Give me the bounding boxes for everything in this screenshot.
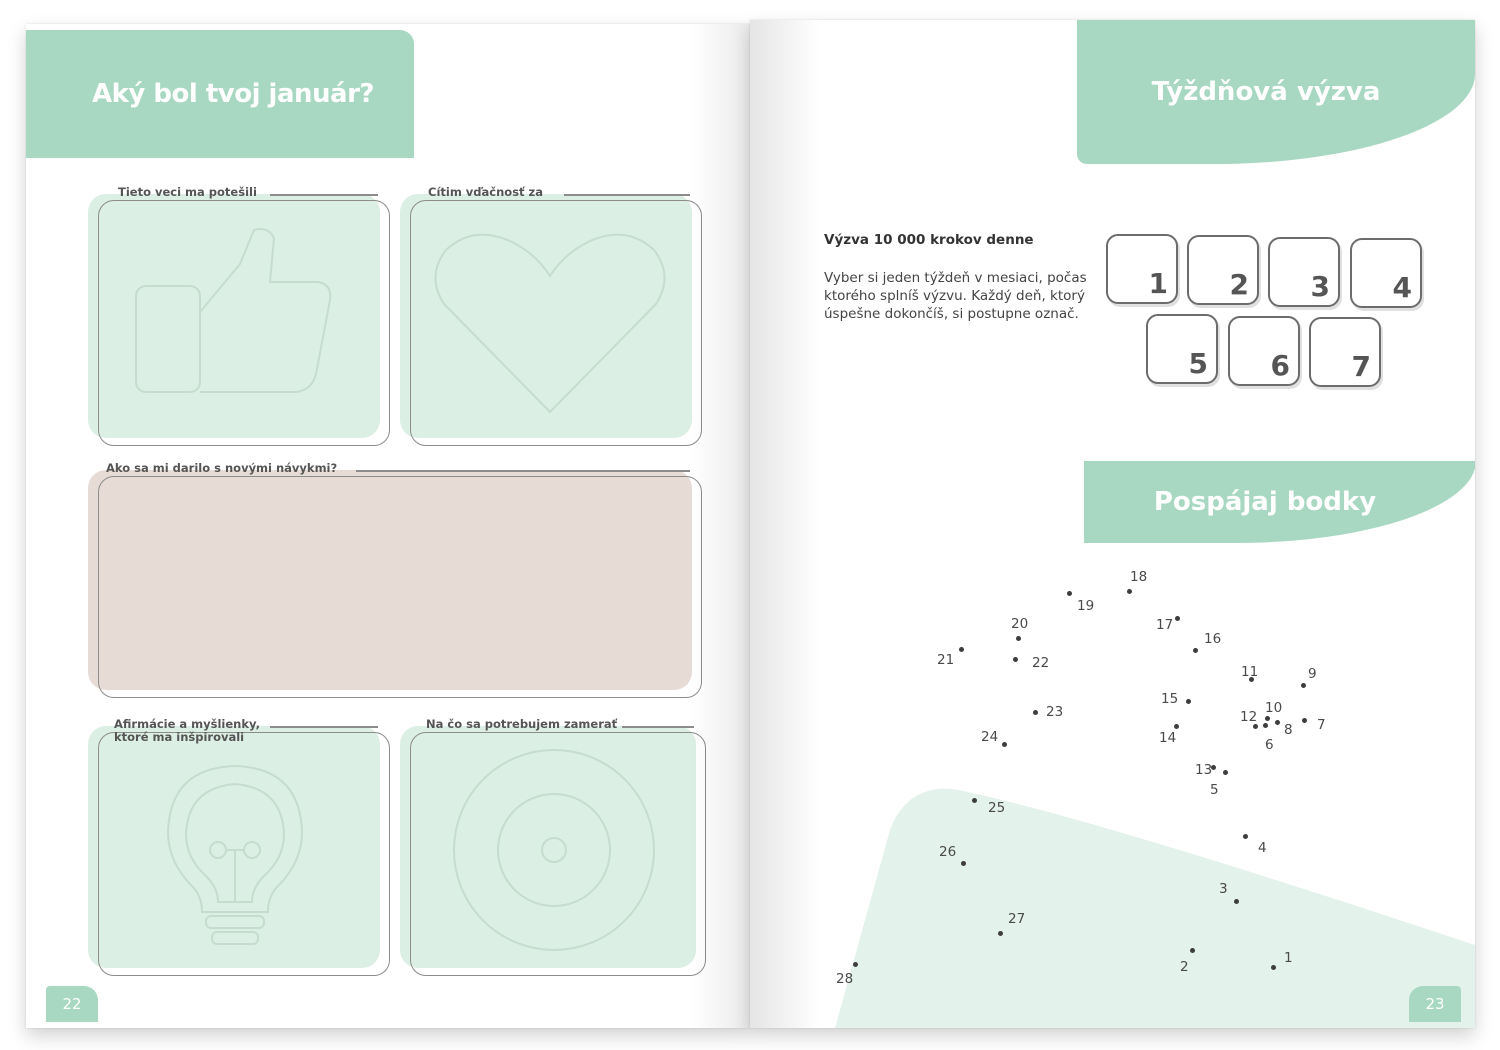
dot-15 <box>1186 699 1191 704</box>
day-box-4[interactable] <box>1350 238 1422 308</box>
day-box-7[interactable] <box>1309 317 1381 387</box>
dot-20 <box>1016 636 1021 641</box>
dot-label-7: 7 <box>1317 717 1326 733</box>
dot-10 <box>1265 716 1270 721</box>
card-focus <box>400 718 706 976</box>
dot-label-22: 22 <box>1032 655 1050 671</box>
right-page <box>750 20 1475 1028</box>
card-habits-title: Ako sa mi darilo s novými návykmi? <box>106 461 338 475</box>
card-affirmations-title-line1: Afirmácie a myšlienky, <box>114 717 260 731</box>
dot-label-1: 1 <box>1284 950 1293 966</box>
lightbulb-icon <box>160 762 310 952</box>
dot-label-6: 6 <box>1265 737 1274 753</box>
dot-label-2: 2 <box>1180 959 1189 975</box>
heart-icon <box>432 232 668 416</box>
page-number: 22 <box>46 986 98 1022</box>
dot-label-9: 9 <box>1308 666 1317 682</box>
day-box-5[interactable] <box>1146 314 1218 384</box>
dot-4 <box>1243 834 1248 839</box>
dot-label-20: 20 <box>1011 616 1029 632</box>
dot-17 <box>1175 616 1180 621</box>
challenge-title: Výzva 10 000 krokov denne <box>824 232 1034 248</box>
card-affirmations-title-line2: ktoré ma inšpirovali <box>114 730 245 744</box>
dot-label-13: 13 <box>1195 762 1213 778</box>
day-box-2[interactable] <box>1187 235 1259 305</box>
day-number: 2 <box>1229 268 1249 301</box>
dot-21 <box>959 647 964 652</box>
dot-1 <box>1271 965 1276 970</box>
dot-9 <box>1301 683 1306 688</box>
dot-3 <box>1234 899 1239 904</box>
dot-label-10: 10 <box>1265 700 1283 716</box>
dot-label-24: 24 <box>981 729 999 745</box>
dot-label-12: 12 <box>1240 709 1258 725</box>
dot-24 <box>1002 742 1007 747</box>
dot-label-14: 14 <box>1159 730 1177 746</box>
dot-7 <box>1302 718 1307 723</box>
day-number: 3 <box>1310 270 1330 303</box>
day-box-3[interactable] <box>1268 237 1340 307</box>
dot-label-18: 18 <box>1130 569 1148 585</box>
challenge-description: Vyber si jeden týždeň v mesiaci, počas ktorého splníš výzvu. Každý deň, ktorý úspešne dokončíš, si postupne označ. <box>824 270 1087 322</box>
dot-label-17: 17 <box>1156 617 1174 633</box>
dot-label-28: 28 <box>836 971 854 987</box>
dot-label-11: 11 <box>1241 664 1259 680</box>
dot-label-8: 8 <box>1284 722 1293 738</box>
page-title-banner <box>26 30 414 158</box>
day-number: 6 <box>1270 349 1290 382</box>
card-gratitude-title: Cítim vďačnosť za <box>428 185 543 199</box>
dot-label-5: 5 <box>1210 782 1219 798</box>
weekly-challenge-title: Týždňová výzva <box>1151 77 1381 107</box>
decorative-corner-shape <box>835 785 1475 1028</box>
day-number: 1 <box>1148 267 1168 300</box>
dot-label-23: 23 <box>1046 704 1064 720</box>
weekly-challenge-banner <box>1077 20 1475 164</box>
dot-label-15: 15 <box>1161 691 1179 707</box>
day-number: 5 <box>1188 347 1208 380</box>
dot-5 <box>1223 770 1228 775</box>
thumbs-up-icon <box>132 224 342 404</box>
dot-14 <box>1174 724 1179 729</box>
card-habits <box>88 462 702 698</box>
day-number: 7 <box>1351 350 1371 383</box>
card-affirmations <box>88 718 390 976</box>
dot-label-26: 26 <box>939 844 957 860</box>
dot-26 <box>961 861 966 866</box>
day-box-6[interactable] <box>1228 316 1300 386</box>
dot-label-27: 27 <box>1008 911 1026 927</box>
page-title: Aký bol tvoj január? <box>92 79 374 109</box>
dot-27 <box>998 931 1003 936</box>
target-icon <box>452 748 656 952</box>
dot-2 <box>1190 948 1195 953</box>
dot-22 <box>1013 657 1018 662</box>
dot-16 <box>1193 648 1198 653</box>
dot-label-4: 4 <box>1258 840 1267 856</box>
card-focus-title: Na čo sa potrebujem zamerať <box>426 717 618 731</box>
day-number: 4 <box>1392 271 1412 304</box>
dot-18 <box>1127 589 1132 594</box>
dot-8 <box>1275 720 1280 725</box>
dot-label-19: 19 <box>1077 598 1095 614</box>
dot-label-3: 3 <box>1219 881 1228 897</box>
dot-label-25: 25 <box>988 800 1006 816</box>
dot-25 <box>972 798 977 803</box>
dot-23 <box>1033 710 1038 715</box>
dot-19 <box>1067 591 1072 596</box>
day-box-1[interactable] <box>1106 234 1178 304</box>
card-pleased-title: Tieto veci ma potešili <box>118 185 257 199</box>
connect-dots-banner <box>1084 461 1475 543</box>
dot-6 <box>1263 723 1268 728</box>
dot-label-21: 21 <box>937 652 955 668</box>
connect-dots-title: Pospájaj bodky <box>1153 487 1377 517</box>
dot-label-16: 16 <box>1204 631 1222 647</box>
left-page <box>26 24 750 1028</box>
card-affirmations-title <box>114 718 268 744</box>
card-gratitude <box>400 186 702 446</box>
dot-28 <box>853 962 858 967</box>
page-number: 23 <box>1409 986 1461 1022</box>
card-pleased <box>88 186 390 446</box>
